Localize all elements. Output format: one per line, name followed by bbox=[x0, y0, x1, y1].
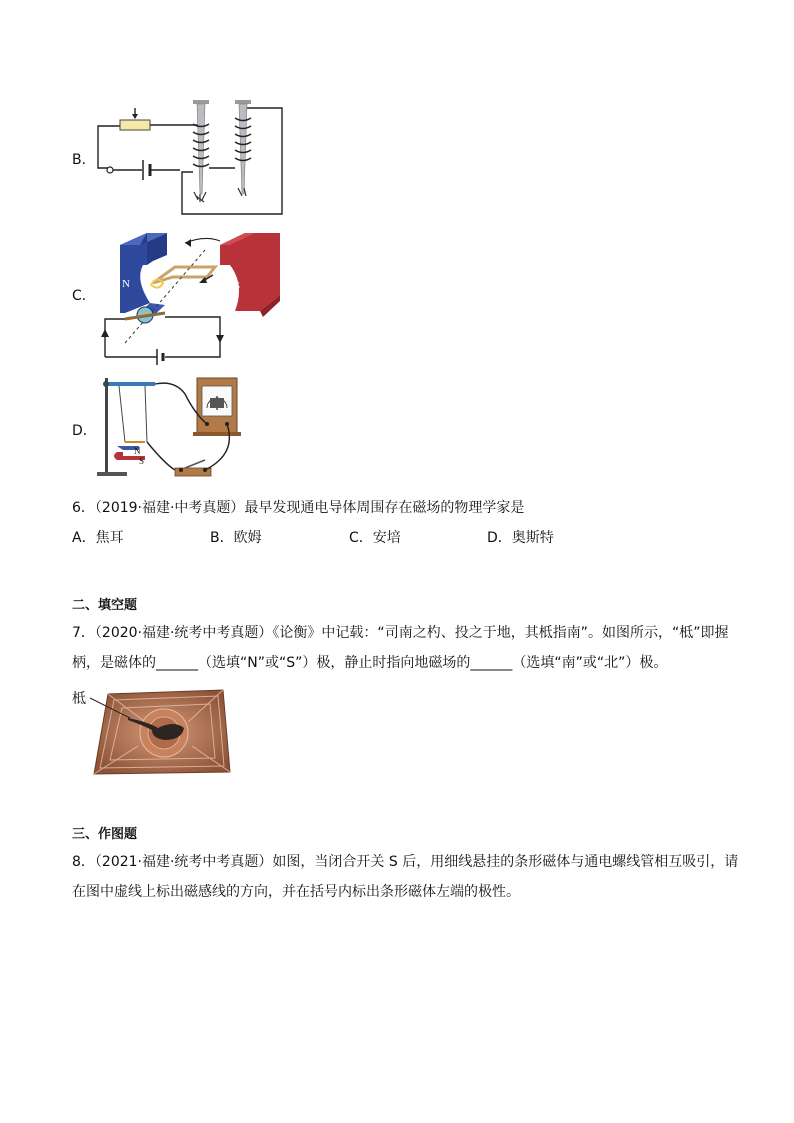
magnet-n-label: N bbox=[122, 278, 130, 290]
rheostat-icon bbox=[120, 120, 150, 130]
option-d-label: D． bbox=[72, 423, 97, 439]
north-magnet-icon bbox=[120, 233, 167, 319]
q6-option-d: D．奥斯特 bbox=[487, 530, 554, 546]
section-3-title: 三、作图题 bbox=[72, 827, 138, 842]
magnet-s-label: S bbox=[234, 280, 241, 292]
south-magnet-icon bbox=[220, 233, 280, 317]
q6-option-a: A．焦耳 bbox=[72, 530, 124, 546]
galvanometer-icon bbox=[193, 378, 241, 436]
option-b-label: B． bbox=[72, 152, 96, 168]
question-7-line-1: 7．（2020·福建·统考中考真题）《论衡》中记载：“司南之杓、投之于地，其柢指南”。如图所示，“柢”即握 bbox=[72, 625, 729, 641]
option-c-figure bbox=[95, 225, 295, 365]
switch-terminal-icon bbox=[107, 167, 113, 173]
q6-option-b: B．欧姆 bbox=[210, 530, 262, 546]
question-8-line-1: 8．（2021·福建·统考中考真题）如图，当闭合开关 S 后，用细线悬挂的条形磁体与通电螺线管相互吸引，请 bbox=[72, 854, 739, 870]
electromagnet-right-icon bbox=[235, 100, 251, 196]
question-8-line-2: 在图中虚线上标出磁感线的方向，并在括号内标出条形磁体左端的极性。 bbox=[72, 884, 520, 900]
question-6-text: 6．（2019·福建·中考真题）最早发现通电导体周围存在磁场的物理学家是 bbox=[72, 500, 525, 516]
question-7-line-2: 柄，是磁体的______（选填“N”或“S”）极，静止时指向地磁场的______（选填“南”或“北”）极。 bbox=[72, 655, 668, 671]
switch-icon bbox=[175, 460, 211, 476]
option-b-figure bbox=[90, 96, 290, 221]
rotation-arrow-icon bbox=[185, 239, 191, 247]
electromagnet-left-icon bbox=[193, 100, 209, 202]
q6-option-c: C．安培 bbox=[349, 530, 401, 546]
figure-label-di: 柢 bbox=[72, 691, 86, 707]
sinan-compass-figure bbox=[88, 684, 238, 776]
d-magnet-s-label: S bbox=[139, 456, 145, 466]
option-d-figure bbox=[95, 374, 245, 489]
option-c-label: C． bbox=[72, 288, 96, 304]
section-2-title: 二、填空题 bbox=[72, 598, 138, 613]
d-magnet-n-label: N bbox=[134, 446, 141, 456]
